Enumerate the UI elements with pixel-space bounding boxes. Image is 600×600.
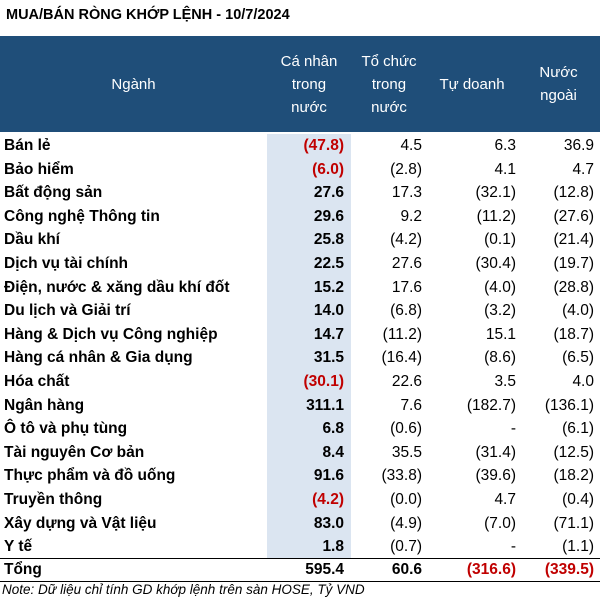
value-individual: (6.0) bbox=[312, 160, 344, 178]
value-proprietary: 4.1 bbox=[494, 160, 516, 178]
table-row bbox=[0, 134, 600, 158]
value-individual: 1.8 bbox=[322, 538, 344, 556]
value-institution: 9.2 bbox=[400, 207, 422, 225]
sector-name: Công nghệ Thông tin bbox=[4, 207, 160, 225]
value-proprietary: (3.2) bbox=[484, 302, 516, 320]
value-individual: 27.6 bbox=[313, 184, 344, 202]
value-individual: 6.8 bbox=[322, 420, 344, 438]
table-row bbox=[0, 535, 600, 559]
value-institution: (11.2) bbox=[382, 325, 422, 343]
sector-name: Y tế bbox=[4, 538, 33, 556]
value-proprietary: (182.7) bbox=[466, 396, 516, 414]
value-proprietary: (11.2) bbox=[476, 207, 516, 225]
sector-name: Truyền thông bbox=[4, 491, 103, 508]
sector-name: Ô tô và phụ tùng bbox=[4, 420, 128, 438]
header-individual-domestic: Cá nhân trong nước bbox=[280, 52, 338, 116]
value-proprietary: (7.0) bbox=[484, 514, 516, 532]
value-individual: 311.1 bbox=[306, 396, 344, 414]
sector-name: Điện, nước & xăng dầu khí đốt bbox=[4, 278, 230, 296]
value-foreign: (12.5) bbox=[553, 443, 594, 461]
total-label: Tổng bbox=[4, 561, 42, 578]
sector-name: Hóa chất bbox=[4, 373, 70, 390]
value-foreign: (27.6) bbox=[553, 207, 594, 225]
table-row bbox=[0, 441, 600, 465]
table-row bbox=[0, 205, 600, 229]
value-foreign: (18.7) bbox=[553, 325, 594, 343]
value-proprietary: - bbox=[510, 538, 516, 556]
value-individual: 22.5 bbox=[313, 255, 344, 272]
table-row bbox=[0, 323, 600, 347]
value-foreign: (71.1) bbox=[553, 514, 594, 532]
value-institution: (4.2) bbox=[390, 231, 422, 249]
total-value-proprietary: (316.6) bbox=[466, 561, 516, 578]
value-institution: 22.6 bbox=[391, 373, 422, 390]
value-institution: 7.6 bbox=[400, 396, 422, 414]
header-foreign: Nước ngoài bbox=[539, 64, 578, 104]
sector-name: Bất động sản bbox=[4, 184, 103, 202]
value-foreign: (136.1) bbox=[544, 396, 594, 414]
value-foreign: 4.7 bbox=[572, 160, 594, 178]
value-proprietary: (8.6) bbox=[484, 349, 516, 367]
sector-name: Ngân hàng bbox=[4, 396, 85, 414]
footnote: Note: Dữ liệu chỉ tính GD khớp lệnh trên sàn HOSE, Tỷ VND bbox=[2, 582, 365, 597]
report-title: MUA/BÁN RÒNG KHỚP LỆNH - 10/7/2024 bbox=[6, 7, 290, 23]
table-row bbox=[0, 346, 600, 370]
value-individual: 31.5 bbox=[313, 349, 344, 367]
value-institution: (4.9) bbox=[390, 514, 422, 532]
value-institution: (16.4) bbox=[381, 349, 422, 367]
value-individual: 29.6 bbox=[313, 207, 344, 225]
table-row bbox=[0, 394, 600, 418]
value-institution: (33.8) bbox=[381, 467, 422, 485]
value-proprietary: (4.0) bbox=[484, 278, 516, 296]
sector-name: Hàng cá nhân & Gia dụng bbox=[4, 349, 193, 367]
value-individual: 15.2 bbox=[313, 278, 344, 296]
value-institution: (0.0) bbox=[390, 491, 422, 508]
total-value-institution: 60.6 bbox=[391, 561, 422, 578]
value-foreign: 4.0 bbox=[572, 373, 594, 390]
sector-name: Dịch vụ tài chính bbox=[4, 255, 129, 272]
header-proprietary: Tự doanh bbox=[439, 75, 505, 93]
table-row bbox=[0, 252, 600, 276]
value-institution: 35.5 bbox=[391, 443, 422, 461]
value-institution: (2.8) bbox=[390, 160, 422, 178]
value-proprietary: (32.1) bbox=[475, 184, 516, 202]
sector-name: Tài nguyên Cơ bản bbox=[4, 443, 145, 461]
sector-name: Bán lẻ bbox=[4, 137, 51, 154]
value-individual: 25.8 bbox=[313, 231, 344, 249]
value-proprietary: (31.4) bbox=[475, 443, 516, 461]
value-proprietary: (39.6) bbox=[475, 467, 516, 485]
value-individual: (30.1) bbox=[303, 373, 344, 390]
value-foreign: (19.7) bbox=[553, 255, 594, 272]
sector-name: Dầu khí bbox=[4, 231, 60, 249]
value-institution: (0.6) bbox=[390, 420, 422, 438]
value-individual: 83.0 bbox=[313, 514, 344, 532]
value-proprietary: (0.1) bbox=[484, 231, 516, 249]
value-proprietary: - bbox=[510, 420, 516, 438]
sector-name: Xây dựng và Vật liệu bbox=[4, 514, 157, 532]
value-foreign: (28.8) bbox=[553, 278, 594, 296]
header-institution-domestic: Tổ chức trong nước bbox=[361, 52, 417, 116]
total-value-individual: 595.4 bbox=[305, 561, 344, 578]
value-individual: (47.8) bbox=[303, 137, 344, 154]
value-foreign: 36.9 bbox=[563, 137, 594, 154]
table-row bbox=[0, 299, 600, 323]
table-row bbox=[0, 464, 600, 488]
value-individual: 14.0 bbox=[313, 302, 344, 320]
value-foreign: (21.4) bbox=[553, 231, 594, 249]
table-row bbox=[0, 276, 600, 300]
value-institution: 17.3 bbox=[391, 184, 422, 202]
table-row bbox=[0, 228, 600, 252]
value-institution: (6.8) bbox=[390, 302, 422, 320]
value-individual: 14.7 bbox=[313, 325, 344, 343]
total-value-foreign: (339.5) bbox=[544, 561, 594, 578]
table-row bbox=[0, 158, 600, 182]
sector-name: Du lịch và Giải trí bbox=[4, 302, 131, 320]
table-row bbox=[0, 512, 600, 536]
value-institution: (0.7) bbox=[390, 538, 422, 556]
value-proprietary: (30.4) bbox=[475, 255, 516, 272]
value-individual: 91.6 bbox=[313, 467, 344, 485]
table-row bbox=[0, 370, 600, 394]
value-foreign: (1.1) bbox=[562, 538, 594, 556]
header-sector: Ngành bbox=[111, 75, 156, 93]
table-header bbox=[0, 36, 600, 132]
table-row bbox=[0, 417, 600, 441]
sector-name: Bảo hiểm bbox=[4, 160, 74, 178]
value-institution: 17.6 bbox=[391, 278, 422, 296]
value-foreign: (12.8) bbox=[553, 184, 594, 202]
value-foreign: (0.4) bbox=[562, 491, 594, 508]
value-institution: 4.5 bbox=[400, 137, 422, 154]
value-individual: 8.4 bbox=[322, 443, 344, 461]
value-foreign: (6.5) bbox=[562, 349, 594, 367]
value-foreign: (6.1) bbox=[562, 420, 594, 438]
table-row bbox=[0, 181, 600, 205]
value-foreign: (18.2) bbox=[553, 467, 594, 485]
sector-name: Hàng & Dịch vụ Công nghiệp bbox=[4, 325, 218, 343]
value-proprietary: 15.1 bbox=[485, 325, 516, 343]
value-proprietary: 6.3 bbox=[494, 137, 516, 154]
value-foreign: (4.0) bbox=[562, 302, 594, 320]
value-proprietary: 3.5 bbox=[494, 373, 516, 390]
value-proprietary: 4.7 bbox=[494, 491, 516, 508]
table-row bbox=[0, 488, 600, 512]
total-row bbox=[0, 558, 600, 582]
value-individual: (4.2) bbox=[312, 491, 344, 508]
value-institution: 27.6 bbox=[391, 255, 422, 272]
sector-name: Thực phẩm và đồ uống bbox=[4, 467, 176, 485]
